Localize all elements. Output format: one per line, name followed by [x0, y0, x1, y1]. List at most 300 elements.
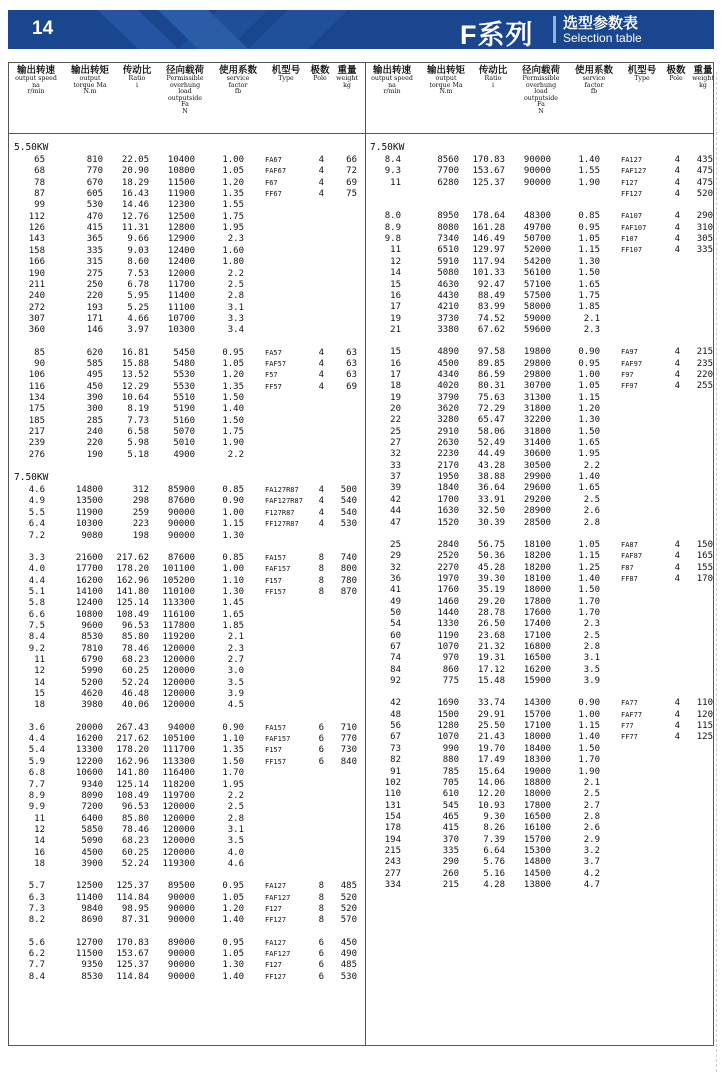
right-cell-output-speed: 15: [390, 279, 401, 290]
right-cell-ratio: 43.28: [477, 460, 505, 471]
right-cell-ratio: 65.47: [477, 415, 505, 426]
series-title: F系列: [460, 20, 534, 49]
left-cell-ratio: 5.95: [127, 291, 149, 302]
left-cell-output-torque: 8690: [81, 915, 103, 926]
left-cell-output-torque: 495: [86, 370, 103, 381]
right-cell-pole: 4: [674, 166, 680, 177]
left-cell-pole: 4: [318, 155, 324, 165]
left-cell-output-torque: 193: [86, 302, 103, 313]
left-cell-type: FA127: [265, 938, 287, 947]
left-table-row: [9, 223, 363, 234]
left-cell-output-torque: 11900: [75, 507, 103, 518]
left-table-row: [9, 269, 363, 280]
header-rule: [9, 133, 713, 134]
header-decoration: [98, 10, 438, 49]
left-cell-ratio: 96.53: [121, 620, 149, 631]
right-header-ratio-en: i: [491, 81, 494, 89]
left-cell-type: FA157: [265, 553, 287, 562]
left-cell-ratio: 18.29: [121, 177, 149, 188]
left-cell-overhung-load: 120000: [162, 655, 195, 665]
right-cell-output-torque: 3380: [437, 324, 459, 335]
right-cell-output-speed: 17: [390, 302, 401, 313]
left-cell-output-torque: 220: [86, 438, 103, 449]
right-table-row: [365, 415, 719, 426]
left-cell-service-factor: 2.3: [227, 234, 244, 245]
right-cell-output-torque: 8080: [437, 222, 459, 233]
left-cell-service-factor: 2.3: [227, 643, 244, 654]
left-cell-output-torque: 7200: [81, 802, 103, 813]
right-header-output-torque-en: torque Ma: [429, 81, 463, 89]
left-cell-overhung-load: 120000: [162, 847, 195, 858]
right-cell-output-speed: 8.4: [384, 155, 401, 165]
right-cell-overhung-load: 13800: [523, 880, 551, 890]
left-cell-pole: 8: [318, 552, 324, 563]
right-cell-overhung-load: 90000: [523, 155, 551, 165]
right-cell-weight: 155: [696, 562, 713, 573]
left-cell-service-factor: 1.10: [222, 734, 244, 745]
left-cell-overhung-load: 85900: [167, 485, 195, 496]
left-cell-overhung-load: 12300: [167, 200, 195, 211]
right-cell-service-factor: 1.15: [578, 392, 600, 403]
right-cell-type: FAF97: [621, 359, 643, 368]
right-cell-type: F107: [621, 235, 638, 244]
right-table-row: [365, 155, 719, 166]
left-table-row: [9, 655, 363, 666]
left-cell-ratio: 5.25: [127, 302, 149, 313]
right-cell-ratio: 92.47: [477, 279, 505, 290]
left-cell-output-torque: 9080: [81, 530, 103, 541]
left-table-row: [9, 450, 363, 461]
right-table-row: [365, 823, 719, 834]
right-cell-ratio: 35.19: [477, 585, 505, 596]
left-cell-service-factor: 3.4: [227, 325, 244, 336]
left-cell-overhung-load: 117800: [162, 620, 195, 631]
right-cell-overhung-load: 17400: [523, 619, 551, 630]
right-cell-weight: 305: [696, 234, 713, 245]
right-header-overhung-load-en: load: [534, 88, 548, 96]
left-cell-ratio: 170.83: [116, 937, 149, 948]
right-cell-overhung-load: 18300: [523, 755, 551, 766]
right-table-row: [365, 619, 719, 630]
left-cell-overhung-load: 94000: [167, 722, 195, 733]
right-cell-output-torque: 1630: [437, 506, 459, 517]
left-cell-output-torque: 315: [86, 257, 103, 268]
left-header-type-en: Type: [278, 74, 294, 82]
right-cell-overhung-load: 16800: [523, 642, 551, 652]
left-cell-type: FA67: [265, 156, 282, 164]
left-cell-ratio: 9.66: [127, 234, 149, 245]
left-header-service-factor-en: fb: [234, 88, 242, 96]
left-header-output-speed-en: r/min: [27, 88, 45, 96]
left-table-row: [9, 757, 363, 768]
left-cell-output-torque: 3900: [81, 858, 103, 869]
left-cell-overhung-load: 11400: [167, 291, 195, 302]
left-cell-overhung-load: 120000: [162, 643, 195, 654]
left-table-row: [9, 438, 363, 449]
left-cell-output-torque: 9840: [81, 904, 103, 914]
left-table-row: [9, 949, 363, 960]
left-cell-service-factor: 0.95: [222, 937, 244, 948]
right-cell-ratio: 15.64: [477, 766, 505, 777]
right-header-overhung-load-en: overhung: [525, 81, 557, 89]
right-table-row: [365, 744, 719, 755]
left-table-row: [9, 508, 363, 519]
right-cell-ratio: 26.50: [477, 619, 505, 630]
right-cell-output-torque: 5910: [437, 256, 459, 267]
left-cell-overhung-load: 111700: [162, 745, 195, 756]
left-cell-ratio: 98.95: [121, 904, 149, 914]
left-cell-service-factor: 4.0: [227, 847, 244, 858]
right-cell-type: FF87: [621, 574, 638, 583]
left-table-row: [9, 972, 363, 983]
left-cell-output-speed: 112: [28, 211, 45, 222]
right-cell-overhung-load: 28900: [523, 506, 551, 517]
right-header-overhung-load-en: N: [538, 108, 544, 116]
right-cell-overhung-load: 19800: [523, 347, 551, 358]
left-cell-output-speed: 85: [34, 347, 45, 358]
left-cell-overhung-load: 12000: [167, 268, 195, 279]
right-cell-output-torque: 290: [442, 857, 459, 868]
right-cell-service-factor: 1.65: [578, 279, 600, 290]
right-header-weight-en: weight: [692, 74, 714, 82]
right-table-row: [365, 676, 719, 687]
left-cell-output-speed: 7.5: [28, 620, 45, 631]
left-cell-type: FAF57: [265, 359, 287, 368]
right-cell-output-speed: 194: [384, 834, 401, 845]
left-cell-ratio: 60.25: [121, 666, 149, 677]
left-cell-overhung-load: 120000: [162, 666, 195, 677]
left-table-row: [9, 802, 363, 813]
right-cell-overhung-load: 31400: [523, 438, 551, 449]
right-cell-service-factor: 2.5: [583, 789, 600, 800]
right-cell-output-speed: 19: [390, 392, 401, 403]
right-cell-overhung-load: 15700: [523, 709, 551, 720]
left-cell-output-torque: 5090: [81, 836, 103, 847]
left-cell-ratio: 141.80: [116, 586, 149, 597]
right-cell-ratio: 25.50: [477, 721, 505, 732]
left-cell-overhung-load: 120000: [162, 836, 195, 847]
left-cell-ratio: 114.84: [116, 892, 149, 903]
left-cell-weight: 780: [340, 575, 357, 586]
left-table-row: [9, 814, 363, 825]
left-cell-output-speed: 6.8: [28, 768, 45, 779]
right-cell-weight: 165: [696, 551, 713, 562]
left-cell-output-speed: 78: [34, 177, 45, 188]
left-header-type-zh: 机型号: [271, 65, 301, 76]
left-cell-overhung-load: 90000: [167, 960, 195, 971]
left-cell-service-factor: 1.20: [222, 904, 244, 914]
left-cell-service-factor: 1.30: [222, 586, 244, 597]
right-cell-overhung-load: 90000: [523, 166, 551, 177]
right-cell-ratio: 50.36: [477, 551, 505, 562]
left-cell-service-factor: 1.05: [222, 949, 244, 960]
right-cell-ratio: 4.28: [483, 880, 505, 890]
left-cell-ratio: 40.06: [121, 700, 149, 711]
right-cell-type: F77: [621, 722, 634, 731]
left-cell-output-speed: 158: [28, 245, 45, 256]
left-cell-service-factor: 0.95: [222, 347, 244, 358]
right-cell-weight: 120: [696, 709, 713, 720]
right-cell-output-torque: 775: [442, 676, 459, 687]
left-cell-type: FA127: [265, 882, 287, 891]
left-cell-overhung-load: 120000: [162, 677, 195, 688]
left-cell-weight: 63: [346, 358, 357, 369]
right-cell-output-torque: 2170: [437, 460, 459, 471]
left-table-row: [9, 598, 363, 609]
right-cell-type: FF127: [621, 190, 643, 199]
right-cell-output-torque: 3790: [437, 392, 459, 403]
left-cell-service-factor: 4.6: [227, 858, 244, 869]
left-cell-type: F157: [265, 576, 282, 585]
right-cell-overhung-load: 18100: [523, 573, 551, 584]
left-cell-overhung-load: 11500: [167, 177, 195, 188]
left-cell-service-factor: 3.5: [227, 677, 244, 688]
left-table-row: [9, 314, 363, 325]
left-cell-pole: 4: [318, 507, 324, 518]
right-cell-type: F87: [621, 563, 634, 572]
right-header-output-speed-zh: 输出转速: [372, 65, 411, 76]
left-table-row: [9, 246, 363, 257]
left-header-overhung-load-en: outputside: [168, 94, 202, 102]
left-cell-output-speed: 240: [28, 291, 45, 302]
left-cell-overhung-load: 11900: [167, 189, 195, 200]
left-cell-pole: 8: [318, 575, 324, 586]
right-table-row: [365, 755, 719, 766]
right-table-row: [365, 257, 719, 268]
right-cell-weight: 475: [696, 177, 713, 188]
left-cell-type: FF157: [265, 587, 287, 596]
left-cell-ratio: 6.58: [127, 427, 149, 438]
right-table-row: [365, 631, 719, 642]
left-cell-service-factor: 0.95: [222, 881, 244, 892]
right-table-row: [365, 223, 719, 234]
left-table-row: [9, 610, 363, 621]
right-header-overhung-load: [513, 66, 569, 116]
left-cell-type: FAF127R87: [265, 497, 303, 506]
right-cell-service-factor: 1.55: [578, 166, 600, 177]
right-cell-output-torque: 4210: [437, 302, 459, 313]
left-cell-output-torque: 14800: [75, 485, 103, 496]
left-cell-ratio: 162.96: [116, 575, 149, 586]
right-table-row: [365, 166, 719, 177]
right-table-row: [365, 642, 719, 653]
right-cell-service-factor: 1.15: [578, 721, 600, 732]
left-table-row: [9, 234, 363, 245]
right-cell-output-torque: 1070: [437, 732, 459, 743]
left-cell-output-speed: 8.2: [28, 915, 45, 926]
right-cell-service-factor: 1.40: [578, 732, 600, 743]
right-cell-ratio: 80.31: [477, 381, 505, 392]
right-cell-output-speed: 11: [390, 177, 401, 188]
left-cell-weight: 63: [346, 347, 357, 358]
right-cell-ratio: 5.16: [483, 868, 505, 879]
left-cell-output-torque: 390: [86, 393, 103, 403]
right-cell-ratio: 12.20: [477, 789, 505, 800]
right-cell-output-torque: 1330: [437, 619, 459, 630]
left-cell-output-torque: 9350: [81, 960, 103, 971]
right-table-row: [365, 178, 719, 189]
left-cell-service-factor: 2.5: [227, 279, 244, 290]
left-cell-ratio: 52.24: [121, 858, 149, 869]
right-cell-ratio: 19.31: [477, 653, 505, 664]
left-cell-overhung-load: 90000: [167, 519, 195, 530]
right-cell-output-torque: 6280: [437, 177, 459, 188]
left-cell-ratio: 267.43: [116, 722, 149, 733]
right-cell-ratio: 97.58: [477, 347, 505, 358]
right-table-row: [365, 211, 719, 222]
left-cell-type: F57: [265, 371, 278, 380]
right-cell-output-torque: 260: [442, 868, 459, 879]
left-cell-output-torque: 220: [86, 291, 103, 302]
left-cell-output-speed: 8.4: [28, 971, 45, 982]
left-cell-ratio: 125.37: [116, 881, 149, 892]
right-cell-service-factor: 1.15: [578, 245, 600, 256]
left-header-pole-zh: 极数: [310, 65, 330, 76]
right-cell-overhung-load: 56100: [523, 268, 551, 279]
right-cell-service-factor: 2.3: [583, 619, 600, 630]
right-cell-pole: 4: [674, 573, 680, 584]
right-cell-service-factor: 3.7: [583, 857, 600, 868]
left-header-output-speed: [9, 66, 63, 96]
right-cell-ratio: 58.06: [477, 426, 505, 437]
right-cell-output-torque: 8560: [437, 155, 459, 165]
right-table-row: [365, 404, 719, 415]
left-header-overhung-load-en: overhung: [169, 81, 201, 89]
right-header-type-zh: 机型号: [627, 65, 657, 76]
right-cell-ratio: 29.91: [477, 709, 505, 720]
right-cell-output-torque: 1760: [437, 585, 459, 596]
left-cell-overhung-load: 5480: [173, 358, 195, 369]
right-table-row: [365, 698, 719, 709]
left-cell-service-factor: 1.65: [222, 609, 244, 620]
title-divider: [553, 16, 556, 43]
right-cell-overhung-load: 52000: [523, 245, 551, 256]
left-header-overhung-load-zh: 径向载荷: [165, 65, 204, 76]
right-cell-ratio: 146.49: [472, 234, 505, 245]
right-cell-output-speed: 50: [390, 607, 401, 618]
left-cell-output-speed: 7.2: [28, 530, 45, 541]
left-table-row: [9, 189, 363, 200]
left-cell-output-torque: 9340: [81, 779, 103, 790]
left-cell-output-speed: 166: [28, 257, 45, 268]
left-table-row: [9, 485, 363, 496]
left-cell-overhung-load: 105200: [162, 575, 195, 586]
left-cell-ratio: 16.43: [121, 189, 149, 200]
right-header-output-speed-en: output speed: [371, 74, 413, 82]
left-cell-ratio: 125.37: [116, 960, 149, 971]
left-cell-output-speed: 14: [34, 836, 45, 847]
left-cell-pole: 4: [318, 485, 324, 496]
right-table-row: [365, 495, 719, 506]
right-cell-weight: 335: [696, 245, 713, 256]
left-cell-ratio: 5.98: [127, 438, 149, 449]
right-cell-output-speed: 15: [390, 347, 401, 358]
left-table-row: [9, 723, 363, 734]
left-cell-weight: 75: [346, 189, 357, 200]
left-cell-ratio: 13.52: [121, 370, 149, 381]
left-cell-service-factor: 1.45: [222, 598, 244, 609]
right-table-row: [365, 540, 719, 551]
left-cell-service-factor: 2.2: [227, 790, 244, 801]
right-header-type-en: Type: [634, 74, 650, 82]
left-cell-ratio: 52.24: [121, 677, 149, 688]
right-cell-service-factor: 1.75: [578, 290, 600, 301]
right-cell-output-speed: 110: [384, 789, 401, 800]
right-cell-overhung-load: 18000: [523, 789, 551, 800]
left-cell-output-torque: 13500: [75, 496, 103, 507]
left-cell-ratio: 6.78: [127, 279, 149, 290]
left-cell-service-factor: 1.90: [222, 438, 244, 449]
left-cell-weight: 69: [346, 381, 357, 392]
right-cell-pole: 4: [674, 177, 680, 188]
left-cell-output-speed: 190: [28, 268, 45, 279]
left-cell-output-torque: 190: [86, 449, 103, 460]
right-cell-output-torque: 415: [442, 823, 459, 834]
left-table-row: [9, 745, 363, 756]
right-header-pole-zh: 极数: [666, 65, 686, 76]
left-cell-overhung-load: 105100: [162, 734, 195, 745]
left-cell-output-torque: 365: [86, 234, 103, 245]
right-cell-ratio: 14.06: [477, 777, 505, 788]
right-cell-pole: 4: [674, 721, 680, 732]
left-cell-output-torque: 250: [86, 279, 103, 290]
right-cell-output-torque: 1460: [437, 596, 459, 607]
right-cell-service-factor: 1.20: [578, 404, 600, 414]
left-cell-service-factor: 2.5: [227, 802, 244, 813]
right-cell-output-speed: 91: [390, 766, 401, 777]
right-cell-overhung-load: 31300: [523, 392, 551, 403]
left-cell-service-factor: 1.70: [222, 768, 244, 779]
left-cell-service-factor: 1.35: [222, 189, 244, 200]
right-cell-overhung-load: 16100: [523, 823, 551, 834]
left-table-row: [9, 166, 363, 177]
left-cell-service-factor: 2.8: [227, 813, 244, 824]
right-cell-service-factor: 4.2: [583, 868, 600, 879]
left-cell-output-torque: 12500: [75, 881, 103, 892]
left-cell-output-torque: 810: [86, 155, 103, 165]
left-cell-output-speed: 272: [28, 302, 45, 313]
left-cell-output-speed: 11: [34, 655, 45, 665]
left-cell-overhung-load: 120000: [162, 824, 195, 835]
right-cell-overhung-load: 18800: [523, 777, 551, 788]
right-cell-ratio: 5.76: [483, 857, 505, 868]
left-cell-service-factor: 0.90: [222, 496, 244, 507]
left-cell-output-speed: 217: [28, 427, 45, 438]
right-table-row: [365, 268, 719, 279]
left-cell-ratio: 108.49: [116, 790, 149, 801]
left-cell-output-torque: 300: [86, 404, 103, 415]
left-cell-output-torque: 470: [86, 211, 103, 222]
left-cell-output-torque: 16200: [75, 575, 103, 586]
left-cell-type: FA157: [265, 723, 287, 732]
left-cell-service-factor: 3.1: [227, 824, 244, 835]
left-cell-output-torque: 530: [86, 200, 103, 211]
left-cell-ratio: 68.23: [121, 655, 149, 665]
left-cell-output-speed: 4.4: [28, 734, 45, 745]
right-cell-output-torque: 4020: [437, 381, 459, 392]
left-cell-output-speed: 7.3: [28, 904, 45, 914]
left-cell-output-speed: 18: [34, 858, 45, 869]
left-cell-ratio: 9.03: [127, 245, 149, 256]
right-cell-service-factor: 1.05: [578, 381, 600, 392]
right-cell-service-factor: 1.70: [578, 596, 600, 607]
left-cell-ratio: 15.88: [121, 358, 149, 369]
right-cell-type: FA107: [621, 212, 643, 221]
right-cell-output-torque: 1970: [437, 573, 459, 584]
right-cell-output-speed: 39: [390, 483, 401, 494]
left-cell-ratio: 217.62: [116, 552, 149, 563]
left-header-output-torque-en: torque Ma: [73, 81, 107, 89]
